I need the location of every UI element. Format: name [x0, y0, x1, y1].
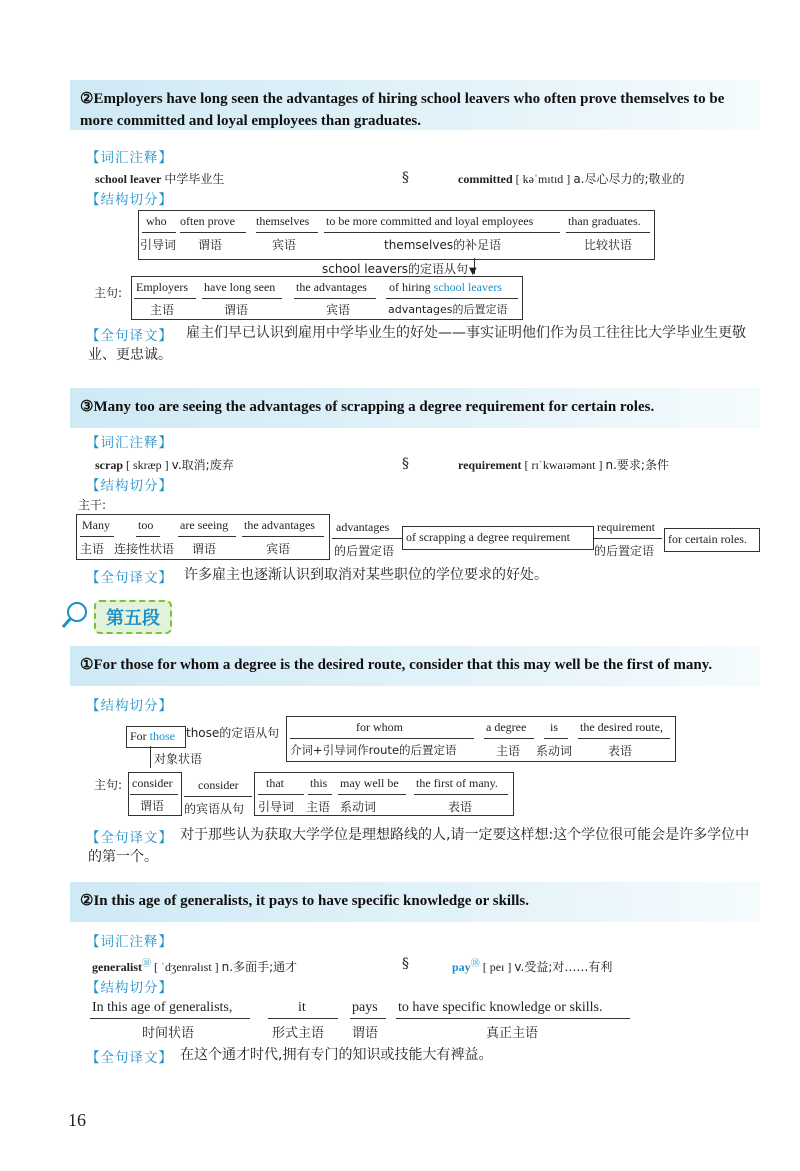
rel-word: a degree	[486, 720, 527, 734]
vocab-ipa: [ ˈdʒenrəlɪst ]	[154, 960, 219, 974]
vocab-ipa: [ skræp ]	[126, 458, 169, 472]
obj-role: 引导词	[258, 800, 295, 814]
vocab-tag: 【词汇注释】	[86, 150, 173, 166]
parse-role: 形式主语	[272, 1026, 325, 1041]
section-heading: 第五段	[94, 600, 172, 634]
sentence-text: ②In this age of generalists, it pays to have specific knowledge or skills.	[80, 893, 530, 909]
vocab-def: v.取消;废弃	[171, 458, 234, 472]
clause-role: 谓语	[198, 238, 223, 252]
parse-word: pays	[352, 1000, 378, 1015]
main-role: 宾语	[326, 303, 351, 317]
parse-role: 真正主语	[486, 1026, 539, 1041]
vocab-entry	[95, 170, 224, 187]
magnifier-icon	[60, 600, 90, 634]
trunk-word: Many	[82, 518, 110, 532]
translation-tag: 【全句译文】	[86, 570, 173, 586]
vocab-ipa: [ rɪˈkwaɪəmənt ]	[524, 458, 603, 472]
main-word: the advantages	[296, 280, 367, 294]
translation-text: 雇主们早已认识到雇用中学毕业生的好处——事实证明他们作为员工往往比大学毕业生更敬业、更忠诚。	[88, 325, 746, 363]
object-adv-label: 对象状语	[154, 752, 203, 766]
vocab-word: school leaver	[95, 172, 162, 186]
modifier-text: of scrapping a degree requirement	[406, 530, 570, 544]
rel-role: 介词+引导词作route的后置定语	[290, 743, 457, 757]
obj-role: 系动词	[340, 800, 377, 814]
vocab-entry	[92, 956, 297, 975]
vocab-entry	[458, 170, 685, 187]
main-label: 主句:	[94, 778, 123, 792]
vocab-entry	[95, 456, 234, 473]
clause-role: themselves的补足语	[384, 238, 502, 252]
rel-role: 表语	[608, 744, 633, 758]
obj-word: may well be	[340, 776, 399, 790]
main-word: have long seen	[204, 280, 276, 294]
structure-tag: 【结构切分】	[86, 980, 173, 996]
main-role: 谓语	[224, 303, 249, 317]
separator-icon: §	[402, 456, 409, 472]
trunk-role: 连接性状语	[114, 542, 175, 556]
main-word	[389, 280, 502, 295]
consider-role: 谓语	[140, 799, 165, 813]
page-number: 16	[68, 1110, 86, 1130]
clause-role: 比较状语	[584, 238, 633, 252]
vocab-word: generalist	[92, 960, 142, 974]
parse-role: 时间状语	[142, 1026, 195, 1041]
consider-role-2: 的宾语从句	[184, 802, 245, 816]
consider-word-2: consider	[198, 778, 239, 792]
translation-tag: 【全句译文】	[86, 830, 173, 846]
translation-tag: 【全句译文】	[86, 1050, 173, 1066]
modifier-role: 的后置定语	[334, 544, 395, 558]
obj-role: 主语	[306, 800, 331, 814]
rel-word: is	[550, 720, 559, 734]
translation-text: 许多雇主也逐渐认识到取消对某些职位的学位要求的好处。	[184, 567, 548, 583]
separator-icon: §	[402, 170, 409, 186]
modifier-role: 的后置定语	[594, 544, 655, 558]
structure-tag: 【结构切分】	[86, 698, 173, 714]
structure-tag: 【结构切分】	[86, 192, 173, 208]
separator-icon: §	[402, 956, 409, 972]
parse-word: it	[298, 1000, 306, 1015]
vocab-def: a.尽心尽力的;敬业的	[573, 172, 685, 186]
obj-word: that	[266, 776, 284, 790]
vocab-mark: ⑱	[470, 958, 480, 968]
parse-role: 谓语	[352, 1026, 379, 1041]
vocab-word: scrap	[95, 458, 123, 472]
for-those-text	[130, 729, 175, 744]
clause-word: than graduates.	[568, 214, 641, 228]
vocab-tag: 【词汇注释】	[86, 435, 173, 451]
sentence-text: ③Many too are seeing the advantages of scrapping a degree requirement for certain roles.	[80, 399, 655, 415]
parse-word: to have specific knowledge or skills.	[398, 1000, 603, 1015]
main-word-a: of hiring	[389, 280, 431, 294]
vocab-def: v.受益;对……有利	[514, 960, 613, 974]
vocab-mark: ⑱	[142, 958, 152, 968]
sentence-text: ②Employers have long seen the advantages of hiring school leavers who often prove themselves to be more committed and loyal employees than graduates.	[80, 91, 725, 129]
obj-role: 表语	[448, 800, 473, 814]
clause-word: themselves	[256, 214, 310, 228]
clause-word: to be more committed and loyal employees	[326, 214, 534, 228]
clause-role: 引导词	[140, 238, 177, 252]
trunk-role: 主语	[80, 542, 105, 556]
clause-word: often prove	[180, 214, 235, 228]
obj-word: this	[310, 776, 328, 790]
translation-tag: 【全句译文】	[86, 328, 173, 344]
vocab-def: n.要求;条件	[605, 458, 669, 472]
trunk-word: too	[138, 518, 154, 532]
vocab-word: pay	[452, 960, 471, 974]
structure-tag: 【结构切分】	[86, 478, 173, 494]
obj-word: the first of many.	[416, 776, 498, 790]
vocab-def: n.多面手;通才	[221, 960, 298, 974]
for-word: For	[130, 729, 147, 743]
rel-role: 系动词	[536, 744, 573, 758]
main-word: Employers	[136, 280, 188, 294]
rel-role: 主语	[496, 744, 521, 758]
consider-word: consider	[132, 776, 173, 790]
trunk-word: are seeing	[180, 518, 229, 532]
trunk-word: the advantages	[244, 518, 315, 532]
modifier-text: for certain roles.	[668, 532, 747, 546]
vocab-entry	[458, 456, 669, 473]
those-word: those	[149, 729, 176, 743]
vocab-entry	[452, 956, 612, 975]
trunk-role: 宾语	[266, 542, 291, 556]
main-role: advantages的后置定语	[388, 303, 508, 316]
vocab-ipa: [ kəˈmɪtɪd ]	[515, 172, 571, 186]
main-word-highlight: school leavers	[433, 280, 502, 294]
clause-role: 宾语	[272, 238, 297, 252]
those-clause-label: those的定语从句	[186, 726, 280, 740]
vocab-word: requirement	[458, 458, 522, 472]
vocab-tag: 【词汇注释】	[86, 934, 173, 950]
translation-text: 对于那些认为获取大学学位是理想路线的人,请一定要这样想:这个学位很可能会是许多学位中的第一个。	[88, 827, 750, 865]
clause-word: who	[146, 214, 167, 228]
parse-word: In this age of generalists,	[92, 1000, 233, 1015]
modifier-head: advantages	[336, 520, 390, 534]
rel-word: for whom	[356, 720, 403, 734]
vocab-def: 中学毕业生	[164, 172, 225, 186]
rel-word: the desired route,	[580, 720, 663, 734]
trunk-label: 主干:	[78, 498, 107, 512]
vocab-word: committed	[458, 172, 513, 186]
main-role: 主语	[150, 303, 175, 317]
trunk-role: 谓语	[192, 542, 217, 556]
vocab-ipa: [ peɪ ]	[482, 960, 512, 974]
clause-link-label: school leavers的定语从句	[322, 262, 469, 276]
down-arrow-icon: ▼	[469, 266, 477, 277]
main-label: 主句:	[94, 286, 123, 300]
sentence-text: ①For those for whom a degree is the desired route, consider that this may well be the first of many.	[80, 657, 713, 673]
translation-text: 在这个通才时代,拥有专门的知识或技能大有裨益。	[180, 1047, 493, 1063]
modifier-head: requirement	[597, 520, 655, 534]
